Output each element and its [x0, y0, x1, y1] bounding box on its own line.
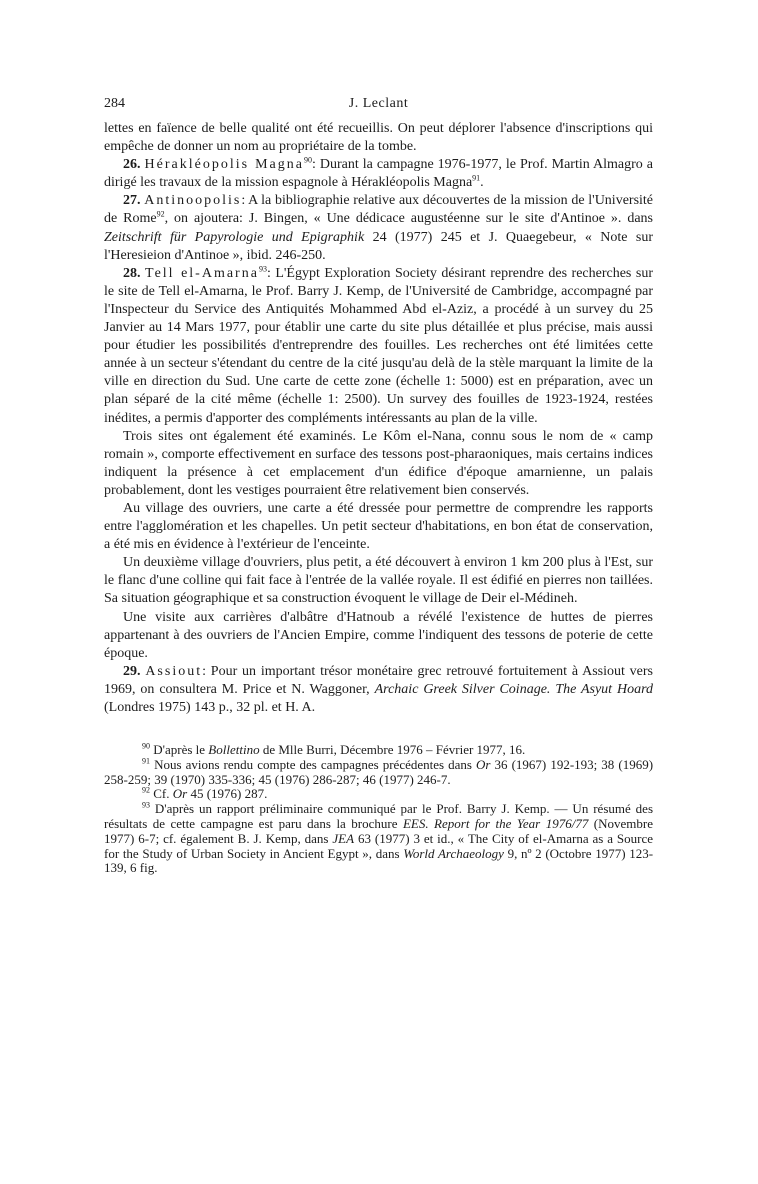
footnote-90: $^{90}$ D'après le Bollettino de Mlle Burri, Décembre 1976 – Février 1977, 16. — [142, 741, 526, 758]
section-title: Tell el-Amarna — [145, 265, 259, 281]
paragraph-village-ouvriers: Au village des ouvriers, une carte a été dressée pour permettre de comprendre les rapports entre l'agglomération et les chapelles. Un petit secteur d'habitations, en bon état de conservation, a été mis en évidence à l'extérieur de l'enceinte. — [104, 500, 653, 553]
section-29-assiout: 29. Assiout: Pour un important trésor monétaire grec retrouvé fortuitement à Assiout vers 1969, on consultera M. Price et N. Waggoner, Archaic Greek Silver Coinage. The Asyut Hoard (Londres 1975) 143 p., 32 pl. et H. A. — [104, 663, 654, 715]
footnote-ref-93[interactable]: 93 — [258, 264, 267, 274]
section-title: Hérakléopolis Magna — [144, 157, 304, 173]
footnote-ref-91[interactable]: 91 — [472, 173, 481, 183]
journal-title: Zeitschrift für Papyrologie und Epigraphik — [104, 229, 365, 245]
section-number: 28. — [123, 265, 141, 281]
footnote-ref-92[interactable]: 92 — [156, 209, 165, 219]
footnotes — [104, 743, 653, 876]
footnote-93: $^{93}$ D'après un rapport préliminaire communiqué par le Prof. Barry J. Kemp. — Un résumé des résultats de cette campagne est paru dans la brochure EES. Report for the Year 1976/77 (Novembre 1977) 6-7; cf. également B. J. Kemp, dans JEA 63 (1977) 3 et id., « The City of el-Amarna as a Source for the Study of Urban Society in Ancient Egypt », dans World Archaeology 9, nº 2 (Octobre 1977) 123-139, 6 fig. — [104, 800, 654, 876]
book-title: Archaic Greek Silver Coinage. The Asyut Hoard — [374, 681, 654, 697]
section-number: 26. — [123, 157, 141, 173]
paragraph-hatnoub: Une visite aux carrières d'albâtre d'Hatnoub a révélé l'existence de huttes de pierres appartenant à des ouvriers de l'Ancien Empire, comme l'indiquent des tessons de poterie de cette époque. — [104, 609, 653, 661]
paragraph-trois-sites: Trois sites ont également été examinés. Le Kôm el-Nana, connu sous le nom de « camp romain », comporte effectivement en surface des tessons post-pharaoniques, mais certains indices indiquent la présence à cet emplacement d'un édifice d'époque amarnienne, un palais probablement, dont les vestiges pourraient être relativement bien conservés. — [104, 428, 653, 498]
running-head — [104, 90, 653, 114]
section-27-antinoopolis: 27. Antinoopolis: A la bibliographie relative aux découvertes de la mission de l'Université de Rome$^{92}$, on ajoutera: J. Bingen, « Une dédicace augustéenne sur le site d'Antinoe ». dans Zeitschrift für Papyrologie und Epigraphik 24 (1977) 245 et J. Quaegebeur, « Note sur l'Heresieion d'Antinoe », ibid. 246-250. — [104, 193, 654, 263]
footnote-92: $^{92}$ Cf. Or 45 (1976) 287. — [142, 786, 268, 802]
page-number: 284 — [104, 96, 125, 111]
paragraph-deuxieme-village: Un deuxième village d'ouvriers, plus petit, a été découvert à environ 1 km 200 plus à l'Est, sur le flanc d'une colline qui fait face à l'entrée de la vallée royale. Il est édifié en pierres non taillées. Sa situation géographique et sa construction évoquent le village de Deir el-Médineh. — [104, 555, 653, 607]
section-number: 27. — [123, 193, 141, 209]
footnote-ref-90[interactable]: 90 — [303, 155, 312, 165]
section-title: Assiout — [145, 663, 203, 679]
body-text — [104, 120, 653, 717]
running-head-author: J. Leclant — [348, 96, 409, 111]
section-28-amarna: 28. Tell el-Amarna$^{93}$: L'Égypt Exploration Society désirant reprendre des recherches sur le site de Tell el-Amarna, le Prof. Barry J. Kemp, de l'Université de Cambridge, accompagné par l'Inspecteur du Service des Antiquités Mohammed Abd el-Aziz, a procédé à un survey du 25 Janvier au 14 Mars 1977, pour établir une carte du site plus détaillée et plus précise, mais aussi pour étudier les possibilités d'entreprendre des fouilles. Les recherches ont été limitées cette année à un secteur s'étendant du centre de la cité jusqu'au delà de la stèle marquant la limite de la ville en direction du Sud. Une carte de cette zone (échelle 1: 5000) est en préparation, avec un plan séparé de la cité même (échelle 1: 2500). Un survey des fouilles de 1923-1924, restées inédites, a permis d'apporter des compléments intéressants au plan de la ville. — [104, 264, 653, 426]
section-title: Antinoopolis — [144, 193, 242, 209]
footnote-91: $^{91}$ Nous avions rendu compte des campagnes précédentes dans Or 36 (1967) 192-193; 38 (1969) 258-259; 39 (1970) 335-336; 45 (1976) 286-287; 46 (1977) 246-7. — [104, 756, 654, 787]
paragraph-tomb-end: lettes en faïence de belle qualité ont été recueillis. On peut déplorer l'absence d'inscriptions qui empêche de donner un nom au propriétaire de la tombe. — [104, 121, 653, 155]
section-number: 29. — [123, 663, 141, 679]
page — [104, 90, 653, 876]
section-26-herakleopolis: 26. Hérakléopolis Magna$^{90}$: Durant la campagne 1976-1977, le Prof. Martin Almagro a dirigé les travaux de la mission espagnole à Hérakléopolis Magna$^{91}$. — [104, 155, 653, 191]
